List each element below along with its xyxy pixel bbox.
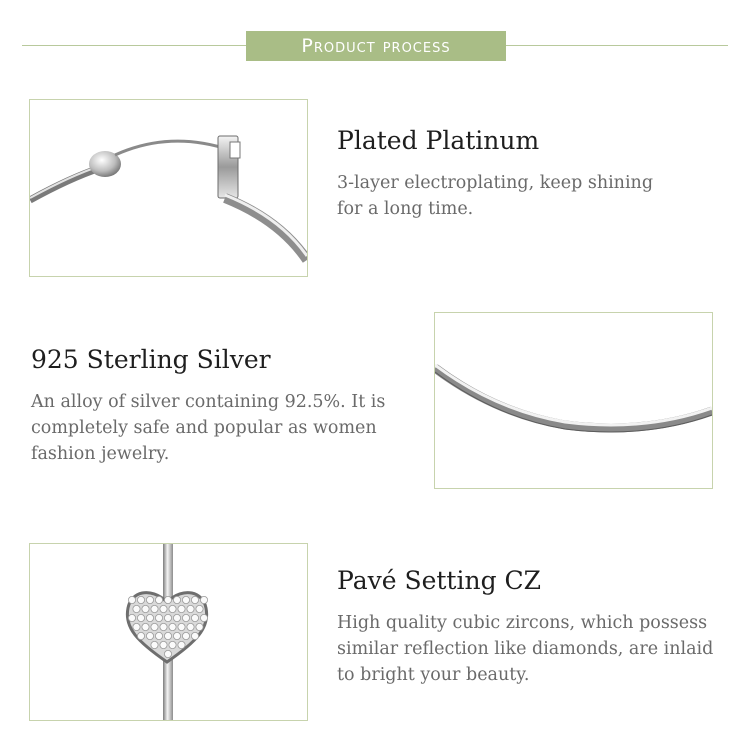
pave-stone — [146, 596, 153, 603]
pave-stone — [164, 650, 171, 657]
pave-stone — [191, 632, 198, 639]
pave-stone — [200, 596, 207, 603]
pave-stone — [169, 641, 176, 648]
product-image-hinge — [29, 99, 308, 277]
pave-stone — [178, 623, 185, 630]
pave-stone — [169, 623, 176, 630]
pave-stone — [133, 605, 140, 612]
pave-stone — [146, 632, 153, 639]
pave-stone — [155, 614, 162, 621]
pave-stone — [187, 623, 194, 630]
product-image-hoop-curve — [434, 312, 713, 489]
pave-stone — [182, 596, 189, 603]
feature-description-plated-platinum: 3-layer electroplating, keep shining for a long time. — [337, 173, 654, 219]
product-image-heart-pave — [29, 543, 308, 721]
pave-stone — [182, 614, 189, 621]
pave-stone — [160, 641, 167, 648]
feature-title-sterling-silver: 925 Sterling Silver — [31, 345, 271, 374]
pave-stone — [155, 632, 162, 639]
pave-stone — [137, 632, 144, 639]
pave-stone — [151, 623, 158, 630]
pave-stone — [164, 632, 171, 639]
pave-stone — [142, 605, 149, 612]
pave-stone — [187, 605, 194, 612]
pave-stone — [164, 596, 171, 603]
pave-stone — [191, 596, 198, 603]
header-divider-right — [506, 45, 728, 46]
pave-stone — [196, 605, 203, 612]
pave-stone — [173, 632, 180, 639]
section-header-badge: Product process — [246, 31, 506, 61]
pave-stone — [151, 641, 158, 648]
pave-stone — [151, 605, 158, 612]
pave-stone — [142, 623, 149, 630]
pave-stone — [173, 614, 180, 621]
pave-stone — [169, 605, 176, 612]
pave-stone — [191, 614, 198, 621]
pave-stone — [178, 641, 185, 648]
pave-stone — [146, 614, 153, 621]
pave-stone — [160, 623, 167, 630]
pave-stone — [133, 623, 140, 630]
pave-stone — [128, 596, 135, 603]
pave-stone — [178, 605, 185, 612]
pave-stone — [182, 632, 189, 639]
pave-stone — [137, 596, 144, 603]
pave-stone — [160, 605, 167, 612]
pave-stone — [173, 596, 180, 603]
pave-stone — [128, 614, 135, 621]
pave-stone — [200, 614, 207, 621]
feature-title-pave-setting: Pavé Setting CZ — [337, 566, 542, 595]
pave-stone — [155, 596, 162, 603]
pave-stone — [137, 614, 144, 621]
pave-stone — [164, 614, 171, 621]
feature-title-plated-platinum: Plated Platinum — [337, 126, 540, 155]
pave-stone — [196, 623, 203, 630]
header-divider-left — [22, 45, 246, 46]
feature-description-pave-setting: High quality cubic zircons, which possess similar reflection like diamonds, are inlaid to bright your beauty. — [337, 613, 714, 685]
feature-description-sterling-silver: An alloy of silver containing 92.5%. It is completely safe and popular as women fashion jewelry. — [31, 392, 386, 464]
